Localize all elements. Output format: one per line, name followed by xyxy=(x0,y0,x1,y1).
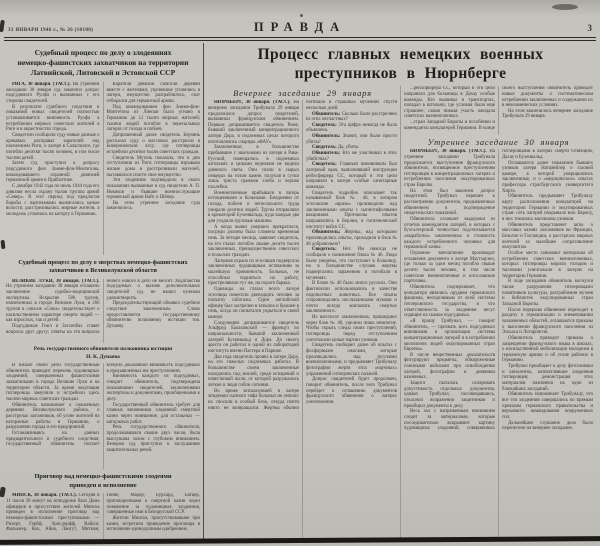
masthead-title: ПРАВДА xyxy=(253,20,347,34)
paragraph: Эти злодеяния подтвердили в своих показаниях вызванные в суд свидетели А. П. Новиков и бывшие военнослужащие германской армии Вайс и Шёпер. xyxy=(106,178,200,201)
paragraph: Оглашаются далее показания бывших узников лагеря Натцвейлер о газовой камере, в которой умерщвлялись заключенные, и о «медицинских» опытах профессора страсбургского университета Хирта. xyxy=(502,160,593,194)
paragraph: Военнопленные прибывали в лагерь истощенными и больными. Ежедневно от голода, побоев и непосильного труда умирали десятки людей. Трупы отправляли в крематорий Бухенвальда, куда каждые два дня уходили грузовые машины. xyxy=(208,190,299,224)
paragraph: В результате судебного следствия и показаний новых свидетелей полностью устанавливается виновность Руофа в истреблении мирных советских жителей в Риге и в окрестностях города. xyxy=(6,104,100,133)
paragraph: Обвинитель представляет акты о массовых казнях заложников во Франции, Бельгии и Голландии, о расстрелах мирных жителей за малейшее сопротивление оккупантам. xyxy=(502,222,593,251)
paragraph: НЮРНБЕРГ, 30 января. (ТАСС). На утреннем заседании Трибунала продолжается выступление французского обвинителя, посвященное преступлениям гитлеровцев в концентрационных лагерях и истреблению населения оккупированных стран Европы. xyxy=(404,149,495,189)
paragraph: Обвинитель: Жертвы, над которыми производились опыты, приходили в блок № 46 добровольно? xyxy=(306,230,397,247)
paragraph: Свидетель подробно описывает так называемый блок № 46, в котором эсэсовские «врачи» производили над заключенными опыты с сыпнотифозными вакцинами. Протоколы опытов направлялись в Берлин, в гигиенический институт войск СС. xyxy=(306,190,397,230)
prosecutor-speech-headline: Речь государственного обвинителя полковника юстиции Н. К. Дунаева xyxy=(33,346,173,360)
page-number: 3 xyxy=(587,23,592,33)
paragraph: В числе вещественных доказательств фигурируют предметы, обнаруженные союзными войсками при освобождении лагерей, фотографии и дневники казненных. xyxy=(404,352,495,381)
evening-session-subhead: Вечернее заседание 29 января xyxy=(233,88,372,99)
paragraph: Допрошенный далее свидетель Берзинь рассказал суду о массовых расстрелах в Бикерниекском лесу, где гитлеровцы истребили десятки тысяч советских граждан. xyxy=(106,132,200,155)
paragraph: Заключенные, в большинстве прибывшие с эшелонами из лагеря в Рава-Русской, помещались в подземных штольнях и целыми неделями не видели дневного света. Они спали в сырых пещерах на голом камне, получая в сутки лишь триста граммов хлеба и черпак похлебки. xyxy=(208,145,299,191)
article-prosecutor-speech xyxy=(5,343,201,469)
paragraph: Особое место занимают материалы об истреблении советских военнопленных, которых гитлеровцы морили голодом и тысячами уничтожали в лагерях на территории Германии. xyxy=(502,251,593,279)
minsk-sentence-body xyxy=(5,493,201,540)
paragraph: Свидетель Мутель показала, что в дни отступления из Риги гитлеровцы взрывали жилые дома и расстреливали жителей, пытавшихся спасти свое имущество. xyxy=(106,155,200,178)
scan-artifact xyxy=(300,14,303,17)
paragraph: Следующим допрашивается свидетель Альфред Балаховский — француз по национальности, бывший заключенный лагерей Бухенвальд и Дора. До своего ареста он работал в одной из лабораторий института имени Пастера в Париже. xyxy=(208,320,299,355)
page-content xyxy=(5,43,595,540)
paragraph: Свидетель: Эта цифра никогда не была объявлена. xyxy=(306,122,397,134)
paragraph: Лагерная охрана из эсэсовцев подвергала заключенных чудовищным истязаниям за малейшую провинность. Больных, не способных подняться на работу, пристреливали тут же, на пороге барака. xyxy=(208,258,299,287)
paragraph: Под командованием фон Зомме-фон-Монтетона из Лиепаи было угнано в Германию до 12 тысяч мирных жителей; тысячи людей погибли в пересыльных лагерях от голода и побоев. xyxy=(106,104,200,133)
paragraph: Обвинитель оглашает выдержки из отчетов комендантов лагерей, в которых с бухгалтерской точностью подсчитывается «выработка» заключенных и стоимость каждого истребленного человека для германской казны. xyxy=(404,217,495,251)
prosecutor-speech-body xyxy=(5,363,201,469)
minsk-sentence-headline: Приговор над немецко-фашистскими злодеями приведен в исполнение xyxy=(34,473,172,489)
paragraph: Останавливаясь на данных предварительного и судебного следствия, государственный обвинитель считает всецело доказанной виновность подсудимых в предъявленных им преступлениях. xyxy=(6,363,200,448)
paragraph: Свидетель: Главным виновником был лагерный врач, выполнявший инструкции рейхсфюрера СС, который в эти цели направлял в лагери особые санитарные команды. xyxy=(306,162,397,191)
evening-session-continuation xyxy=(404,86,593,135)
paragraph: Виновность каждого из подсудимых, говорит обвинитель, подтверждена показаниями свидетелей, заключениями экспертизы и документами, приобщенными к делу. xyxy=(106,374,200,403)
velikie-luki-headline: Судебный процесс по делу о зверствах немецко-фашистских захватчиков в Великолукской области xyxy=(18,259,188,275)
paragraph: Обвинитель: Сколько было расстреляно из этих несчастных? xyxy=(306,111,397,123)
main-article-nuremberg xyxy=(206,43,595,540)
page-header xyxy=(8,20,592,35)
section-divider-rule xyxy=(203,43,204,540)
paragraph: На этом утреннее заседание суда закончилось. xyxy=(106,200,200,212)
paragraph: Обвинитель: Значит, они были просто убиты? xyxy=(306,134,397,145)
paragraph: Допрос свидетелей будет продолжен, говорит обвинитель, после чего Трибунал перейдет к оглашению документов французского обвинения о лагерях уничтожения. xyxy=(306,377,397,405)
paragraph: С декабря 1942 года по июль 1944 года его дивизия несла охрану тылов группы армий «Север». В этот период под предлогом борьбы с партизанами выжигались целые волости, расстреливались мирные жители, а молодежь угонялась на каторгу в Германию. xyxy=(6,183,100,218)
paragraph: В блоке № 46 было много русских. Они фактически использовались в качестве подопытных животных. Все опыты сопровождались неслыханными муками и почти всегда кончались смертью заключенного. xyxy=(306,281,397,315)
paragraph: Свидетели сообщили суду новые данные о кровавых расправах карателей над населением Риги, о лагере в Саласпилсе, где погибли десятки тысяч человек, в том числе тысячи детей. xyxy=(6,132,100,161)
paragraph: МИНСК, 30 января. (ТАСС). Сегодня в 11 часов 30 минут на ипподроме близ Дома офицеров в присутствии жителей Минска приведен в исполнение приговор над немецко-фашистскими преступниками — Рихерт, Гербф, Эрнсдорфф, Вайсиг, Фалькнер, Кох, Айик, Лангут, Митман, Гейне, Мадер, Бурхард, Батцер, приговоренными к смертной казни через повешение за чудовищные злодеяния, совершенные ими в Белорусской ССР. xyxy=(6,493,200,533)
paragraph: Однажды на глазах всего лагеря эсэсовцы повесили двенадцать человек за попытку саботажа. Один английский офицер был застрелен в затылок и брошен в печь, когда он попытался укрыться в своей камере. xyxy=(208,286,299,321)
paragraph: ...рейхсфюрера СС, который в эти цели направлял для больницы в Дахау особые команды. Кто выживал в транспортах, попадал в штольни, где условия были еще страшнее; самая тяжкая участь ожидала советских военнопленных. xyxy=(404,86,495,120)
paragraph: На этом закончилось вечернее заседание Трибунала 29 января. xyxy=(502,108,593,120)
morning-session-body xyxy=(404,149,593,540)
paragraph: Затем суд приступил к допросу подсудимого фон Зомме-фон-Монтетона, командовавшего охранной дивизией германской армии в Прибалтике. xyxy=(6,161,100,184)
paragraph: Каратели дивизии сжигали деревни вместе с жителями; уцелевшие угонялись в лагери, имущество разграблялось, скот отбирался для германской армии. xyxy=(106,82,200,105)
header-rule xyxy=(4,37,596,41)
paragraph: Государственный обвинитель требует для главных виновников злодеяний смертной казни через повешение, для остальных — каторжных работ. xyxy=(106,402,200,425)
paragraph: Обвинитель подчеркивает, что концлагеря являлись орудием германского фашизма, неотделимым от всей системы гитлеровского государства, и что ответственность за злодеяния несут сидящие на скамье подсудимых. xyxy=(404,284,495,319)
nuremberg-headline: Процесс главных немецких военных преступников в Нюрнберге xyxy=(257,46,544,82)
paragraph: Защита пыталась оспаривать допустимость отдельных документов, однако Трибунал, посовещавшись, отклонил возражения защитников и приобщил документы к делу. xyxy=(404,381,495,409)
paragraph: ...стран Западной Европы и пособники и коменданты концлагерей Германии. В конце своего выступления обвинитель приводит новые документы о систематическом истреблении заключенных и содержании их в нечеловеческих условиях. xyxy=(404,86,593,131)
paragraph: После перерыва обвинение переходит к разделу о германизации и онемечивании захваченных областей, оглашаются приказы о выселении французского населения из Эльзаса и Лотарингии. xyxy=(502,307,593,336)
paragraph: Жители Минска, присутствовавшие при казни, встретили приведение приговора в исполнение единодушным одобрением. xyxy=(106,515,200,533)
paragraph: «Я прошу Трибунал, — говорит обвинитель, — признать всех подсудимых виновными в организации системы концентрационных лагерей и в истреблении миллионов людей оккупированных стран Европы». xyxy=(404,318,495,353)
morning-session-subhead: Утреннее заседание 30 января xyxy=(427,137,570,148)
paragraph: Обвинитель приводит приказы о запрещении французского языка в школах, о насильственной мобилизации молодежи в германскую армию и об угоне рабочих в Германию. xyxy=(502,335,593,364)
paragraph: Обвинитель напоминает Трибуналу, что все эти злодеяния совершались по прямым приказам германского правительства и верховного командования вооруженных сил. xyxy=(502,392,593,421)
paragraph: Два года свидетель провел в лагере Дора, на его тяжелых подземных работах. В большинстве своем заключенные находились под землей, среди испарений и известковой пыли, от которой разрушались легкие и люди гибли сотнями. xyxy=(208,354,299,388)
article-velikie-luki-trial xyxy=(5,255,201,343)
riga-trial-body xyxy=(5,82,201,255)
paragraph: В начале своей речи государственный обвинитель приводит перечень чудовищных злодеяний, совершенных фашистскими захватчиками в городе Великие Луки и на территории области. За время оккупации гитлеровцы замучили и истребили здесь тысячи мирных советских граждан. xyxy=(6,363,100,403)
left-section xyxy=(5,43,201,540)
paragraph: Речь государственного обвинителя, продолжавшаяся свыше двух часов, была выслушана залом с глубоким вниманием. Вечером суд приступил к заслушанию защитительных речей. xyxy=(106,425,200,453)
paragraph: Председательствующий объявил судебное следствие законченным. Слово предоставляется государственному обвинителю полковнику юстиции тов. Дунаеву. xyxy=(106,301,200,329)
paragraph: А когда вывоз умерших прекратился, посреди долины была сложена временная печь. За четыре месяца, заявляет свидетель, на его глазах погибло свыше десяти тысяч заключенных, преимущественно советских и польских граждан. xyxy=(208,224,299,258)
paragraph: Свидетель: Да, убиты. xyxy=(312,145,360,151)
paragraph: Подсудимые Гнил и Зассенбах ставят вопросы друг другу; ответы на эти вопросы ничего нового в дело не вносят. Ходатайства подсудимых о вызове дополнительных свидетелей суд не нашел нужным удовлетворить. xyxy=(6,278,200,335)
paragraph: Огромное впечатление производит оглашение документа о лагере Маутхаузен, где только за один месяц погибло свыше десяти тысяч человек, в том числе советские военнопленные и югославские партизаны. xyxy=(404,251,495,285)
paragraph: РИГА, 30 января. (ТАСС). На утреннем заседании 30 января суд закончил допрос подсудимого Руофа и вызванных с его стороны свидетелей. xyxy=(6,82,100,105)
evening-session-block xyxy=(208,86,400,540)
nuremberg-body xyxy=(208,86,593,540)
paragraph: Свидетель сообщает далее об опытах с фосфорными ожогами, которые производились над русскими военнопленными, и предъявляет Трибуналу фотографии жертв этих «научных» упражнений гитлеровских палачей. xyxy=(306,343,397,377)
scan-artifact xyxy=(0,20,5,32)
paragraph: ВЕЛИКИЕ ЛУКИ, 30 января. (ТАСС). На утреннем заседании 30 января оглашено заключение судебно-медицинской экспертизы. Вскрытие 580 трупов, извлеченных в городе Великие Луки, и 260 трупов в совхозе «Союз» свидетельствует о насильственном характере смерти людей — как взрослых, так и детей. xyxy=(6,278,100,324)
paragraph: Весь зал с напряженным вниманием следит за материалами, которые последовательно вскрывают картину чудовищных злодеяний, совершенных гитлеровцами в лагерях смерти Освенцим, Дахау и Бухенвальд. xyxy=(404,149,593,432)
paragraph: В ходе заседания обвинитель коснулся также разрушения гитлеровцами памятников культуры, разграбления музеев и библиотек оккупированных стран Западной Европы. xyxy=(502,279,593,307)
paragraph: Обвинитель напоминает о сожженных деревнях Великолукского района, о расстрелах заложников, об угоне жителей на каторжные работы в Германию, о разрушении города и его предприятий. xyxy=(6,402,100,431)
morning-session-block xyxy=(400,86,593,540)
paragraph: НЮРНБЕРГ, 30 января. (ТАСС). На вечернем заседании Трибунала 29 января продолжался допрос свидетелей, вызванных французским обвинением. Первым допрашивается свидетель Роже, бывший заключенный концентрационного лагеря Дора, в подземных цехах которого изготовлялись снаряды «ФАУ». xyxy=(208,100,299,145)
paragraph: Трибунал приобщает к делу фотоснимки и киноленты, запечатлевшие злодеяния гитлеровцев; демонстрация этих материалов назначена на одно из ближайших заседаний. xyxy=(502,364,593,392)
paragraph: Из шестисот заключенных, прошедших через блок № 46, уцелели лишь немногие. Чтобы скрыть следы своих преступлений, гитлеровцы перед отступлением уничтожали целые партии узников. xyxy=(306,315,397,343)
paragraph: На этом был закончен допрос свидетелей. Трибунал перешел к рассмотрению документов, предъявленных обвинением в подтверждение свидетельских показаний. xyxy=(404,188,495,217)
paragraph: Во время вспыхнувшей в лагере эпидемии сыпного тифа больных не лечили: их сносили в особый блок, откуда почти никто не возвращался. Жертвы обычно погибали в страшных мучениях спустя несколько дней. xyxy=(208,100,397,411)
paragraph: Дальнейшее слушание дела было перенесено на вечернее заседание. xyxy=(502,420,593,432)
paragraph: Свидетель: Нет. Им никогда не сообщали о назначении блока № 46. Люди были уверены, что поступают в больницу, но в большинстве случаев жертвы подвергались заражению и погибали в мучениях. xyxy=(306,247,397,281)
paragraph: Обвинитель: Кто же участвовал в этих убийствах? xyxy=(306,151,397,162)
evening-session-body xyxy=(208,100,397,540)
paragraph: Обвинитель предъявляет Трибуналу карту расположения концлагерей на территории Германии и оккупированных стран: сеть лагерей покрывала всю Европу, в них томились миллионы узников. xyxy=(502,194,593,223)
velikie-luki-body xyxy=(5,279,201,343)
scan-artifact xyxy=(552,4,578,10)
riga-trial-headline: Судебный процесс по делу о злодеяниях немецко-фашистских захватчиков на территории Латвийской, Литовской и Эстонской ССР xyxy=(17,48,189,78)
scan-artifact xyxy=(1,240,6,249)
article-minsk-sentence xyxy=(5,469,201,540)
article-riga-trial xyxy=(5,43,201,255)
issue-info: 31 ЯНВАРЯ 1946 г., № 26 (10108) xyxy=(8,27,94,33)
